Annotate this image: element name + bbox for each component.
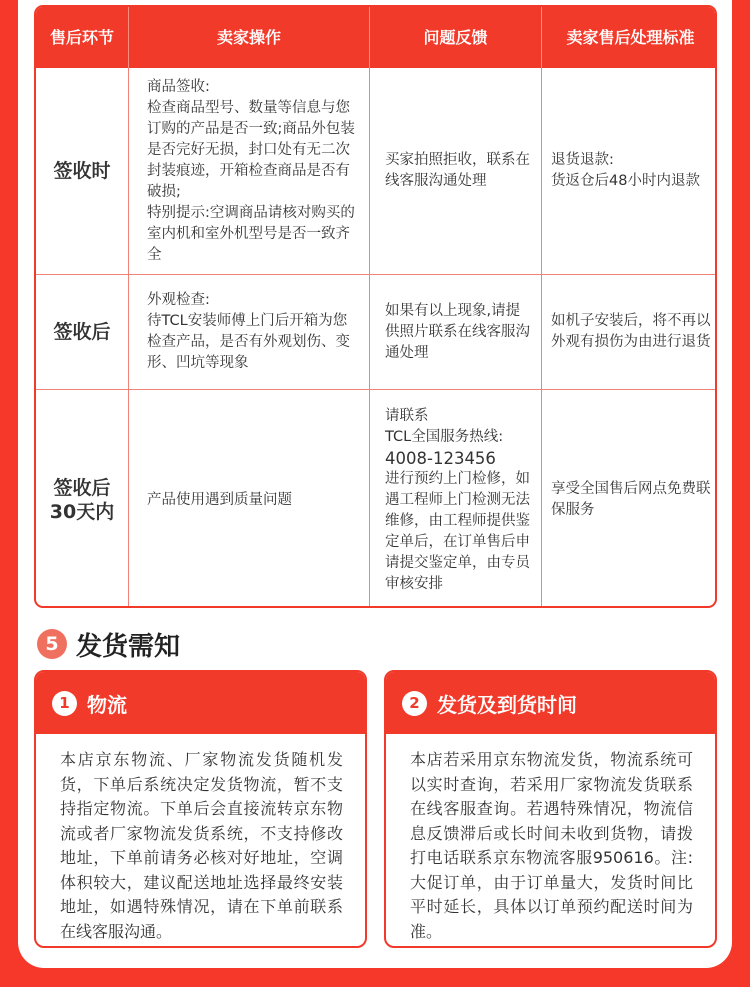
section-title: 发货需知 bbox=[76, 632, 181, 662]
card-body: 本店若采用京东物流发货，物流系统可以实时查询，若采用厂家物流发货联系在线客服查询。若遇特殊情况，物流信息反馈滞后或长时间未收到货物，请拨打电话联系京东物流客服950616。注:大促订单，由于订单量大，发货时间比平时延长，具体以订单预约配送时间为准。 bbox=[410, 750, 693, 941]
card-title: 物流 bbox=[87, 692, 127, 717]
table-row bbox=[36, 390, 715, 608]
feedback-contact-text: 请联系 TCL全国服务热线: bbox=[385, 407, 504, 445]
seller-operation-cell bbox=[129, 68, 370, 275]
standard-cell: 如机子安装后，将不再以外观有损伤为由进行退货 bbox=[542, 275, 717, 390]
feedback-cell: 买家拍照拒收，联系在线客服沟通处理 bbox=[370, 68, 542, 275]
stage-cell: 签收时 bbox=[36, 68, 129, 275]
table-header-row bbox=[36, 7, 715, 68]
delivery-time-card-header bbox=[386, 672, 715, 734]
card-title: 发货及到货时间 bbox=[437, 692, 577, 717]
card-body: 本店京东物流、厂家物流发货随机发货，下单后系统决定发货物流，暂不支持指定物流。下单后会直接流转京东物流或者厂家物流发货系统，不支持修改地址，下单前请务必核对好地址，空调体积较大，建议配送地址选择最终安装地址，如遇特殊情况，请在下单前联系在线客服沟通。 bbox=[60, 750, 343, 941]
stage-cell: 签收后 30天内 bbox=[36, 390, 129, 608]
after-sales-table bbox=[34, 5, 717, 608]
logistics-card bbox=[34, 670, 367, 948]
seller-operation-body: 检查商品型号、数量等信息与您订购的产品是否一致;商品外包装是否完好无损，封口处有无二次封装痕迹，开箱检查商品是否有破损; 特别提示:空调商品请核对购买的室内机和室外机型号是否一致齐全 bbox=[147, 99, 355, 263]
header-feedback: 问题反馈 bbox=[370, 7, 542, 68]
delivery-time-card bbox=[384, 670, 717, 948]
section-number-badge: 5 bbox=[37, 629, 67, 659]
table-row bbox=[36, 275, 715, 390]
standard-cell: 享受全国售后网点免费联保服务 bbox=[551, 481, 711, 518]
seller-operation-title: 商品签收: bbox=[147, 78, 210, 95]
seller-operation-body: 待TCL安装师傅上门后开箱为您检查产品，是否有外观划伤、变形、凹坑等现象 bbox=[147, 313, 350, 371]
seller-operation-cell bbox=[129, 275, 370, 390]
standard-cell: 退货退款: 货返仓后48小时内退款 bbox=[542, 68, 717, 275]
stage-cell: 签收后 bbox=[36, 275, 129, 390]
seller-operation-title: 外观检查: bbox=[147, 292, 210, 308]
seller-operation-cell: 产品使用遇到质量问题 bbox=[129, 390, 370, 608]
feedback-cell bbox=[370, 390, 542, 608]
card-number-badge: 2 bbox=[402, 691, 427, 716]
logistics-card-header bbox=[36, 672, 365, 734]
feedback-process-text: 进行预约上门检修，如遇工程师上门检测无法维修，由工程师提供鉴定单后，在订单售后申请提交鉴定单，由专员审核安排 bbox=[385, 470, 530, 592]
header-seller-operation: 卖家操作 bbox=[129, 7, 370, 68]
service-hotline: 4008-123456 bbox=[385, 448, 496, 468]
table-row bbox=[36, 68, 715, 275]
header-stage: 售后环节 bbox=[36, 7, 129, 68]
header-standard: 卖家售后处理标准 bbox=[542, 7, 717, 68]
card-number-badge: 1 bbox=[52, 691, 77, 716]
feedback-cell: 如果有以上现象,请提供照片联系在线客服沟通处理 bbox=[370, 275, 542, 390]
